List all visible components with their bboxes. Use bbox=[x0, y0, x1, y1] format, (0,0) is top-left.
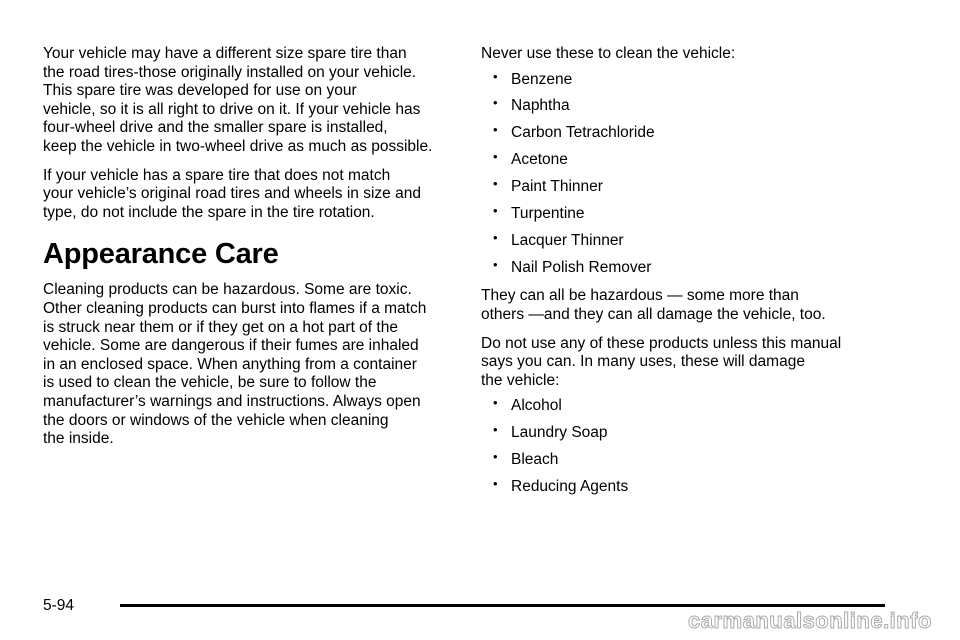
manual-warning-paragraph: Do not use any of these products unless this manual says you can. In many uses, these will damage the vehicle: bbox=[481, 334, 842, 389]
list-item-label: Benzene bbox=[511, 70, 573, 88]
list-item-label: Paint Thinner bbox=[511, 178, 603, 196]
list-item-label: Reducing Agents bbox=[511, 478, 629, 496]
tire-rotation-paragraph: If your vehicle has a spare tire that does not match your vehicle’s original road tires and wheels in size and type, do not include the spare in the tire rotation. bbox=[43, 166, 421, 221]
bullet-icon: • bbox=[493, 176, 498, 192]
bullet-icon: • bbox=[493, 122, 498, 138]
bullet-icon: • bbox=[493, 149, 498, 165]
list-item-label: Nail Polish Remover bbox=[511, 258, 652, 276]
section-heading: Appearance Care bbox=[43, 238, 279, 271]
list-item bbox=[481, 478, 901, 497]
list-item bbox=[481, 451, 901, 470]
never-use-intro: Never use these to clean the vehicle: bbox=[481, 45, 736, 62]
list-item-label: Naphtha bbox=[511, 97, 570, 115]
list-item bbox=[481, 97, 901, 116]
list-item-label: Laundry Soap bbox=[511, 424, 608, 442]
damage-list bbox=[481, 397, 901, 496]
list-item-label: Turpentine bbox=[511, 205, 585, 223]
left-column bbox=[43, 45, 463, 459]
bullet-icon: • bbox=[493, 256, 498, 272]
list-item bbox=[481, 397, 901, 416]
bullet-icon: • bbox=[493, 203, 498, 219]
list-item bbox=[481, 205, 901, 224]
page-number: 5-94 bbox=[43, 597, 75, 614]
spare-tire-paragraph: Your vehicle may have a different size spare tire than the road tires-those originally installed on your vehicle. This spare tire was developed for use on your vehicle, so it is all right to drive on it. If your vehicle has four-wheel drive and the smaller spare is installed, keep the vehicle in two-wheel drive as much as possible. bbox=[43, 45, 433, 155]
cleaning-hazard-paragraph: Cleaning products can be hazardous. Some are toxic. Other cleaning products can burst into flames if a match is struck near them or if they get on a hot part of the vehicle. Some are dangerous if their fumes are inhaled in an enclosed space. When anything from a container is used to clean the vehicle, be sure to follow the manufacturer’s warnings and instructions. Always open the doors or windows of the vehicle when cleaning the inside. bbox=[43, 281, 427, 448]
list-item bbox=[481, 256, 901, 278]
bullet-icon: • bbox=[493, 68, 498, 84]
bullet-icon: • bbox=[493, 395, 498, 411]
watermark-logo: carmanualsonline.info bbox=[688, 608, 932, 633]
right-column bbox=[481, 45, 901, 507]
bullet-icon: • bbox=[493, 476, 498, 492]
footer-divider bbox=[120, 604, 885, 607]
list-item bbox=[481, 229, 901, 251]
list-item-label: Acetone bbox=[511, 151, 568, 169]
list-item-label: Bleach bbox=[511, 451, 559, 469]
bullet-icon: • bbox=[493, 95, 498, 111]
bullet-icon: • bbox=[493, 449, 498, 465]
list-item bbox=[481, 68, 901, 90]
list-item bbox=[481, 178, 901, 197]
hazard-paragraph: They can all be hazardous — some more than others —and they can all damage the vehicle, too. bbox=[481, 287, 826, 324]
list-item-label: Carbon Tetrachloride bbox=[511, 124, 655, 142]
list-item-label: Lacquer Thinner bbox=[511, 231, 624, 249]
list-item bbox=[481, 124, 901, 143]
list-item-label: Alcohol bbox=[511, 397, 562, 415]
bullet-icon: • bbox=[493, 229, 498, 245]
bullet-icon: • bbox=[493, 422, 498, 438]
list-item bbox=[481, 151, 901, 170]
list-item bbox=[481, 424, 901, 443]
never-use-list bbox=[481, 68, 901, 278]
